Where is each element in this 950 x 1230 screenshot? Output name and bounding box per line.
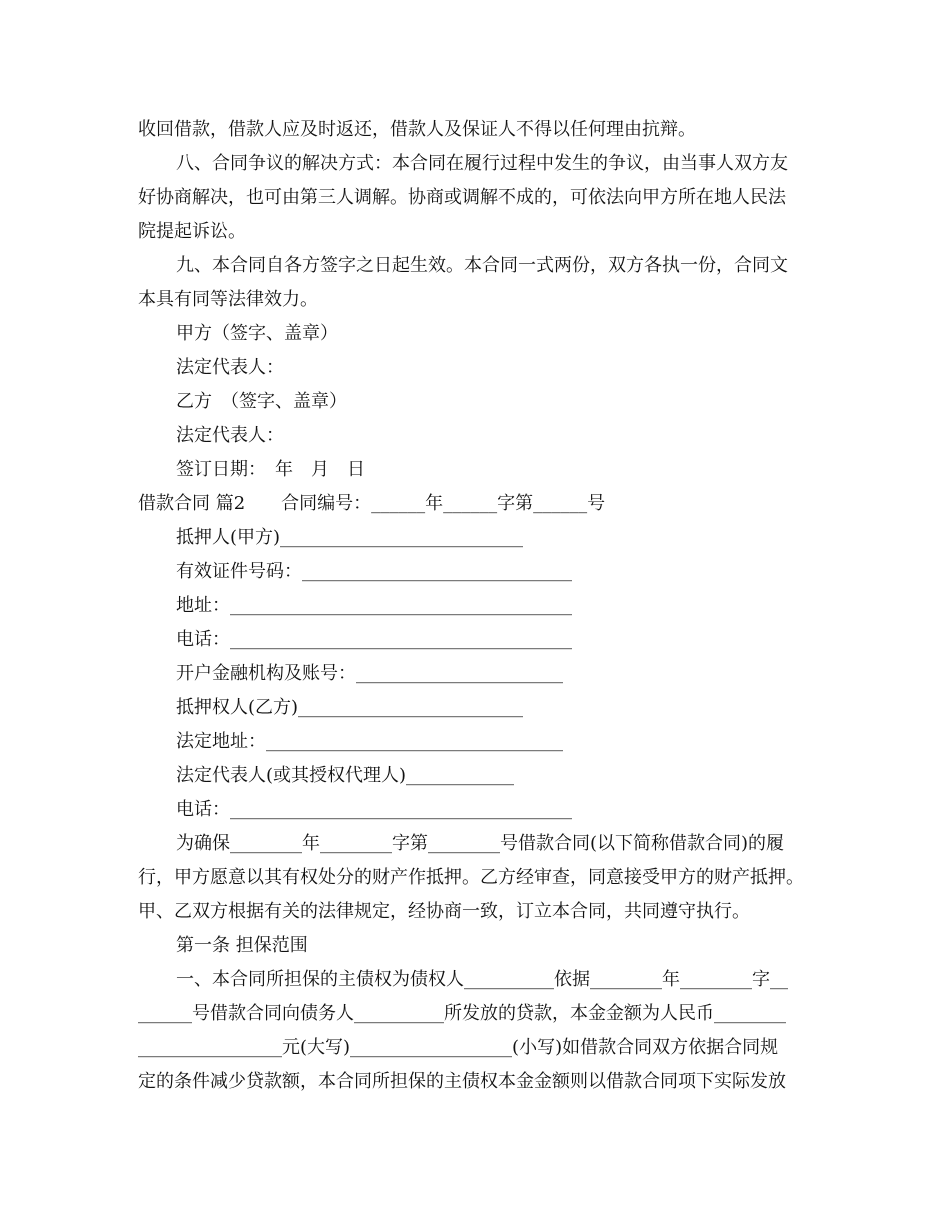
form-field-line: 抵押权人(乙方)_________________________ bbox=[176, 697, 524, 718]
paragraph-line: 九、本合同自各方签字之日起生效。本合同一式两份，双方各执一份，合同文 bbox=[176, 255, 788, 276]
form-field-line: 法定地址：_________________________________ bbox=[176, 731, 563, 752]
paragraph-line: 甲、乙双方根据有关的法律规定，经协商一致，订立本合同，共同遵守执行。 bbox=[138, 901, 750, 922]
paragraph-line: 收回借款，借款人应及时返还，借款人及保证人不得以任何理由抗辩。 bbox=[138, 119, 696, 140]
paragraph-line: 好协商解决，也可由第三人调解。协商或调解不成的，可依法向甲方所在地人民法 bbox=[138, 187, 786, 208]
form-field-line: 开户金融机构及账号：_______________________ bbox=[176, 663, 563, 684]
paragraph-line: 定的条件减少贷款额，本合同所担保的主债权本金金额则以借款合同项下实际发放 bbox=[138, 1071, 786, 1092]
form-field-line: 抵押人(甲方)___________________________ bbox=[176, 527, 524, 548]
paragraph-line: ______号借款合同向债务人__________所发放的贷款，本金金额为人民币________ bbox=[138, 1003, 786, 1024]
article-heading: 第一条 担保范围 bbox=[176, 935, 308, 956]
form-field-line: 电话：______________________________________ bbox=[176, 799, 572, 820]
paragraph-line: 行，甲方愿意以其有权处分的财产作抵押。乙方经审查，同意接受甲方的财产抵押。 bbox=[138, 867, 804, 888]
form-field-line: 有效证件号码：______________________________ bbox=[176, 561, 572, 582]
signing-date-line: 签订日期： 年 月 日 bbox=[176, 459, 365, 480]
signature-line: 甲方（签字、盖章） bbox=[176, 323, 338, 344]
paragraph-line: 院提起诉讼。 bbox=[138, 221, 246, 242]
paragraph-line: 八、合同争议的解决方式：本合同在履行过程中发生的争议，由当事人双方友 bbox=[176, 153, 788, 174]
section-heading: 借款合同 篇2 合同编号：______年______字第______号 bbox=[138, 493, 606, 514]
form-field-line: 地址：______________________________________ bbox=[176, 595, 572, 616]
signature-line: 法定代表人： bbox=[176, 357, 284, 378]
signature-line: 法定代表人： bbox=[176, 425, 284, 446]
paragraph-line: 一、本合同所担保的主债权为债权人__________依据________年________字__ bbox=[176, 969, 788, 990]
paragraph-line: ________________元(大写)__________________(小写)如借款合同双方依据合同规 bbox=[138, 1037, 779, 1058]
paragraph-line: 本具有同等法律效力。 bbox=[138, 289, 318, 310]
form-field-line: 电话：______________________________________ bbox=[176, 629, 572, 650]
paragraph-line: 为确保________年________字第________号借款合同(以下简称借款合同)的履 bbox=[176, 833, 785, 854]
form-field-line: 法定代表人(或其授权代理人)____________ bbox=[176, 765, 515, 786]
signature-line: 乙方 （签字、盖章） bbox=[176, 391, 347, 412]
